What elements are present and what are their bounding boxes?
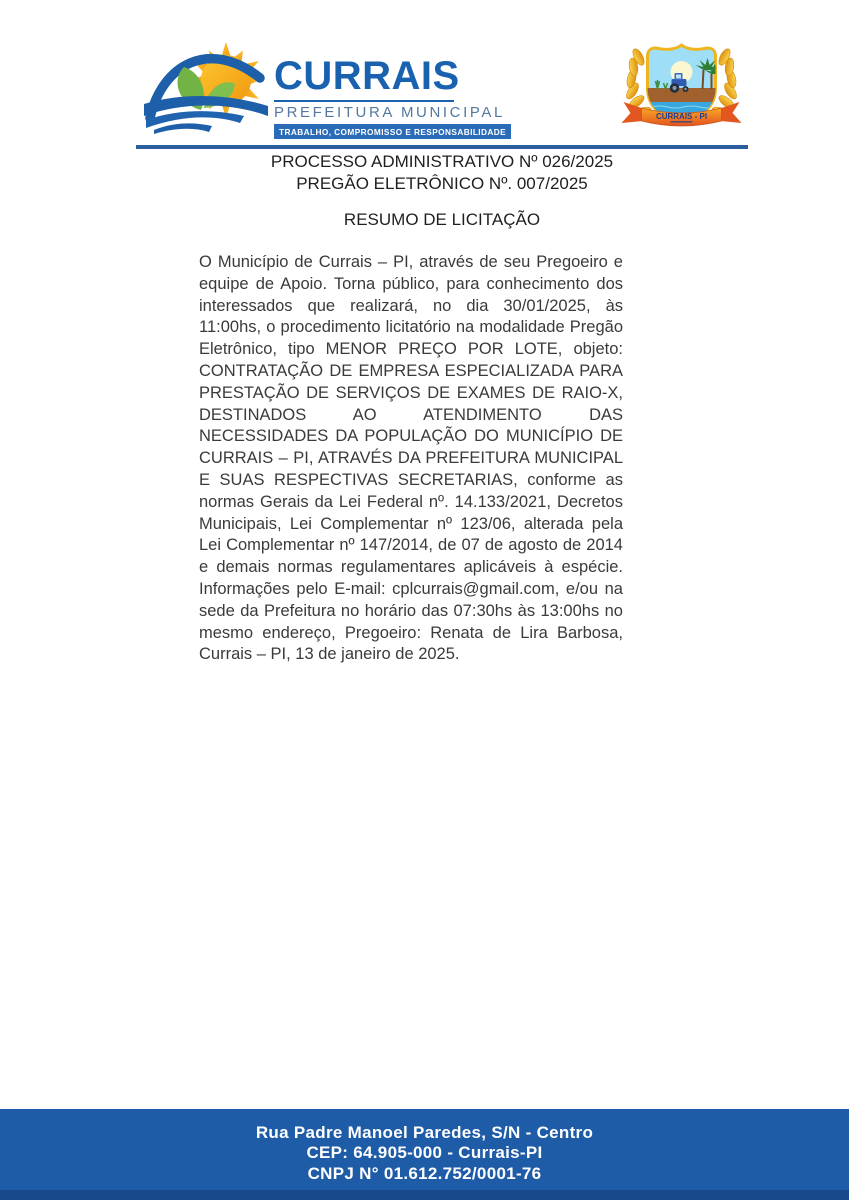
crest-ribbon-text: CURRAIS - PI xyxy=(655,112,708,121)
coat-of-arms-icon xyxy=(615,32,748,138)
logo-tagline-badge: TRABALHO, COMPROMISSO E RESPONSABILIDADE xyxy=(274,124,511,139)
header-divider-line xyxy=(136,145,748,149)
coat-of-arms xyxy=(615,32,748,138)
footer-cnpj: CNPJ N° 01.612.752/0001-76 xyxy=(307,1163,542,1183)
auction-number-line: PREGÃO ELETRÔNICO Nº. 007/2025 xyxy=(296,174,588,193)
logo-divider xyxy=(274,100,454,102)
process-number-line: PROCESSO ADMINISTRATIVO Nº 026/2025 xyxy=(270,152,614,171)
footer-cep: CEP: 64.905-000 - Currais-PI xyxy=(306,1143,543,1163)
document-title: RESUMO DE LICITAÇÃO xyxy=(343,210,541,229)
logo-subtitle: PREFEITURA MUNICIPAL xyxy=(274,104,505,121)
footer-address: Rua Padre Manoel Paredes, S/N - Centro xyxy=(255,1123,594,1142)
prefeitura-logo xyxy=(142,34,511,140)
logo-city-name: CURRAIS xyxy=(274,54,460,98)
crest-ribbon-small-text xyxy=(671,121,693,123)
notice-paragraph: O Município de Currais – PI, através de seu Pregoeiro e equipe de Apoio. Torna público, para conhecimento dos interessados que realizará, no dia 30/01/2025, às 11:00hs, o procedimento licitatório na modalidade Pregão Eletrônico, tipo MENOR PREÇO POR LOTE, objeto: CONTRATAÇÃO DE EMPRESA ESPECIALIZADA PARA PRESTAÇÃO DE SERVIÇOS DE EXAMES DE RAIO-X, DESTINADOS AO ATENDIMENTO DAS NECESSIDADES DA POPULAÇÃO DO MUNICÍPIO DE CURRAIS – PI, ATRAVÉS DA PREFEITURA MUNICIPAL E SUAS RESPECTIVAS SECRETARIAS, conforme as normas Gerais da Lei Federal nº. 14.133/2021, Decretos Municipais, Lei Complementar nº 123/06, alterada pela Lei Complementar nº 147/2014, de 07 de agosto de 2014 e demais normas regulamentares aplicáveis à espécie. Informações pelo E-mail: cplcurrais@gmail.com, e/ou na sede da Prefeitura no horário das 07:30hs às 13:00hs no mesmo endereço, Pregoeiro: Renata de Lira Barbosa, Currais – PI, 13 de janeiro de 2025. xyxy=(199,253,623,664)
logo-text-block xyxy=(274,34,511,140)
footer-band xyxy=(0,1109,849,1200)
sun-leaf-field-logo-icon xyxy=(142,34,270,134)
